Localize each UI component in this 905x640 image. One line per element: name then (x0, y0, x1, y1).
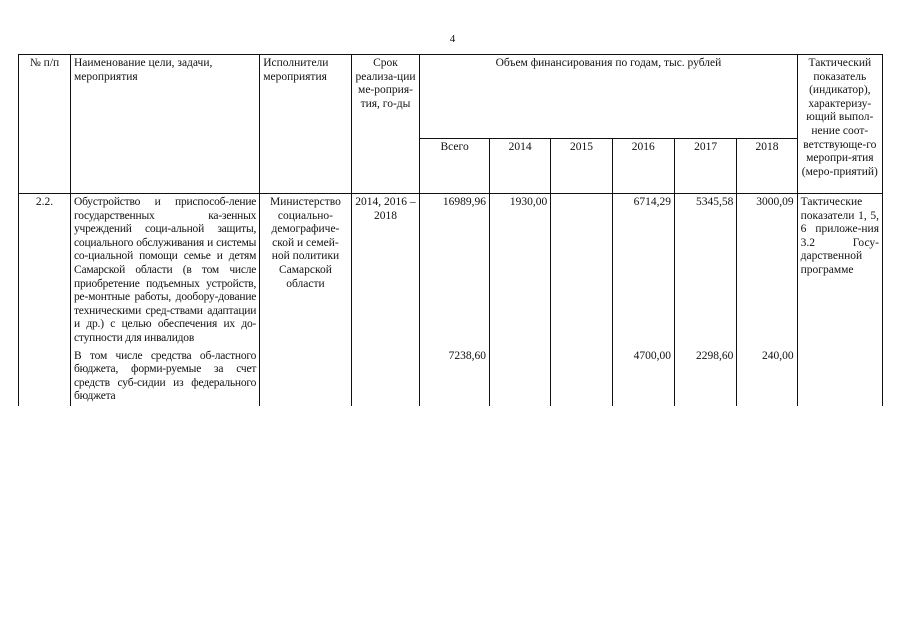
row-value-2014: 1930,00 (489, 194, 550, 348)
row-value-2018: 3000,09 (737, 194, 797, 348)
header-year-total: Всего (420, 139, 490, 194)
header-year-2017: 2017 (674, 139, 736, 194)
row-term (351, 348, 420, 406)
row-value-2015 (551, 348, 612, 406)
row-indicator: Тактические показатели 1, 5, 6 приложе-ния 3.2 Госу-дарственной программе (797, 194, 882, 348)
row-value-2017: 5345,58 (674, 194, 736, 348)
row-value-2014 (489, 348, 550, 406)
row-indicator (797, 348, 882, 406)
row-value-2017: 2298,60 (674, 348, 736, 406)
row-value-2015 (551, 194, 612, 348)
row-value-total: 7238,60 (420, 348, 490, 406)
row-name: В том числе средства об-ластного бюджета, форми-руемые за счет средств суб-сидии из федерального бюджета (70, 348, 259, 406)
header-year-2016: 2016 (612, 139, 674, 194)
header-year-2015: 2015 (551, 139, 612, 194)
row-value-2016: 4700,00 (612, 348, 674, 406)
row-num: 2.2. (19, 194, 71, 348)
row-value-2018: 240,00 (737, 348, 797, 406)
funding-table (18, 54, 883, 406)
header-executors: Исполнители мероприятия (260, 55, 351, 194)
row-num (19, 348, 71, 406)
table-row (19, 194, 883, 348)
row-value-2016: 6714,29 (612, 194, 674, 348)
header-row (19, 55, 883, 139)
row-executors: Министерство социально-демографиче-ской и семей-ной политики Самарской области (260, 194, 351, 348)
row-term: 2014, 2016 – 2018 (351, 194, 420, 348)
header-indicator: Тактический показатель (индикатор), характеризу-ющий выпол-нение соот-ветствующе-го меропри-ятия (меро-приятий) (797, 55, 882, 194)
header-name: Наименование цели, задачи, мероприятия (70, 55, 259, 194)
header-year-2018: 2018 (737, 139, 797, 194)
header-year-2014: 2014 (489, 139, 550, 194)
row-value-total: 16989,96 (420, 194, 490, 348)
header-num: № п/п (19, 55, 71, 194)
header-funding: Объем финансирования по годам, тыс. рублей (420, 55, 797, 139)
table-row (19, 348, 883, 406)
page-number: 4 (449, 33, 456, 45)
row-executors (260, 348, 351, 406)
header-term: Срок реализа-ции ме-роприя-тия, го-ды (351, 55, 420, 194)
row-name: Обустройство и приспособ-ление государственных ка-зенных учреждений соци-альной защиты, социального обслуживания и системы со-циальной помощи семье и детям Самарской области (в том числе приобретение подъемных устройств, ре-монтные работы, дообору-дование техническими сред-ствами адаптации и др.) с целью обеспечения их до-ступности для инвалидов (70, 194, 259, 348)
